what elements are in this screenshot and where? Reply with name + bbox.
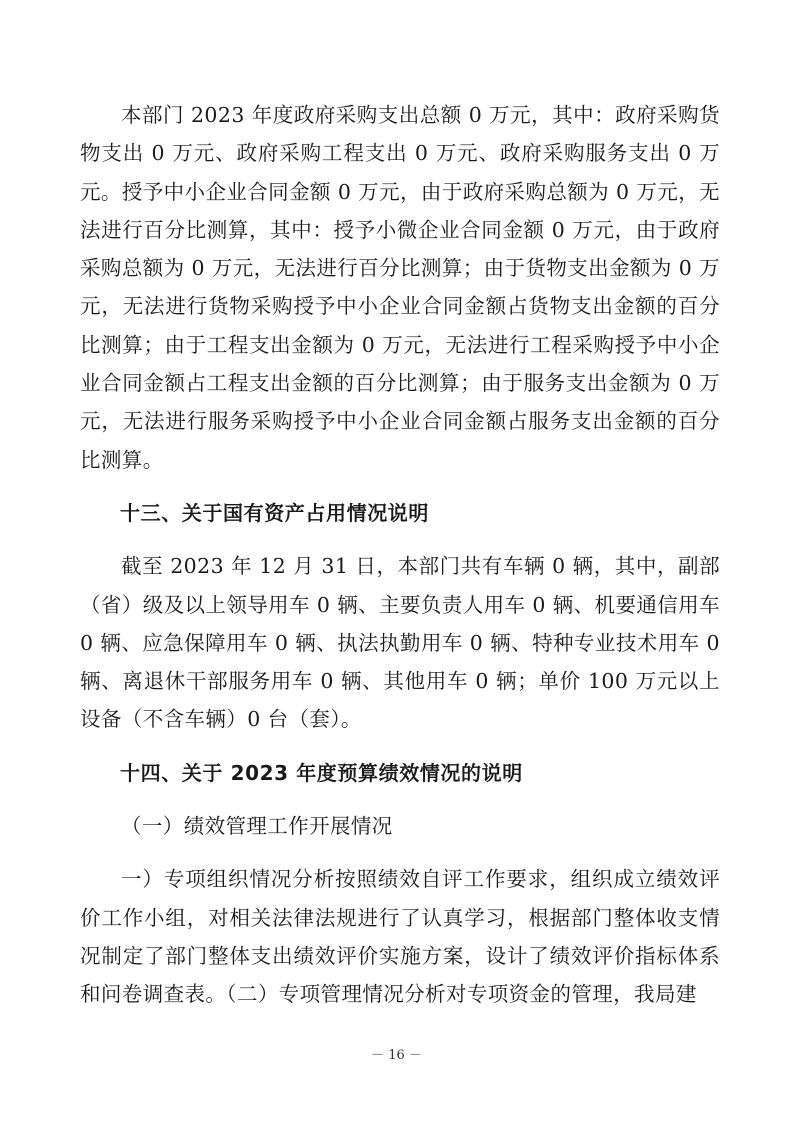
- document-page: [80, 96, 720, 1029]
- section-13-heading: 十三、关于国有资产占用情况说明: [120, 500, 429, 525]
- section-14-heading: 十四、关于 2023 年度预算绩效情况的说明: [120, 760, 523, 785]
- page-number: － 16 －: [371, 1048, 422, 1063]
- subsection-1-heading: （一）绩效管理工作开展情况: [121, 814, 393, 839]
- performance-paragraph: 一）专项组织情况分析按照绩效自评工作要求，组织成立绩效评价工作小组，对相关法律法规进行了认真学习，根据部门整体收支情况制定了部门整体支出绩效评价实施方案，设计了绩效评价指标体系和问卷调查表。（二）专项管理情况分析对专项资金的管理，我局建: [80, 867, 720, 1007]
- assets-paragraph: 截至 2023 年 12 月 31 日，本部门共有车辆 0 辆，其中，副部（省）级及以上领导用车 0 辆、主要负责人用车 0 辆、机要通信用车 0 辆、应急保障用车 0 辆、执法执勤用车 0 辆、特种专业技术用车 0 辆、离退休干部服务用车 0 辆、其他用车 0 辆；单价 100 万元以上设备（不含车辆）0 台（套）。: [80, 554, 720, 732]
- procurement-paragraph: 本部门 2023 年度政府采购支出总额 0 万元，其中：政府采购货物支出 0 万元、政府采购工程支出 0 万元、政府采购服务支出 0 万元。授予中小企业合同金额 0 万元，由于政府采购总额为 0 万元，无法进行百分比测算，其中：授予小微企业合同金额 0 万元，由于政府采购总额为 0 万元，无法进行百分比测算；由于货物支出金额为 0 万元，无法进行货物采购授予中小企业合同金额占货物支出金额的百分比测算；由于工程支出金额为 0 万元，无法进行工程采购授予中小企业合同金额占工程支出金额的百分比测算；由于服务支出金额为 0 万元，无法进行服务采购授予中小企业合同金额占服务支出金额的百分比测算。: [80, 103, 720, 472]
